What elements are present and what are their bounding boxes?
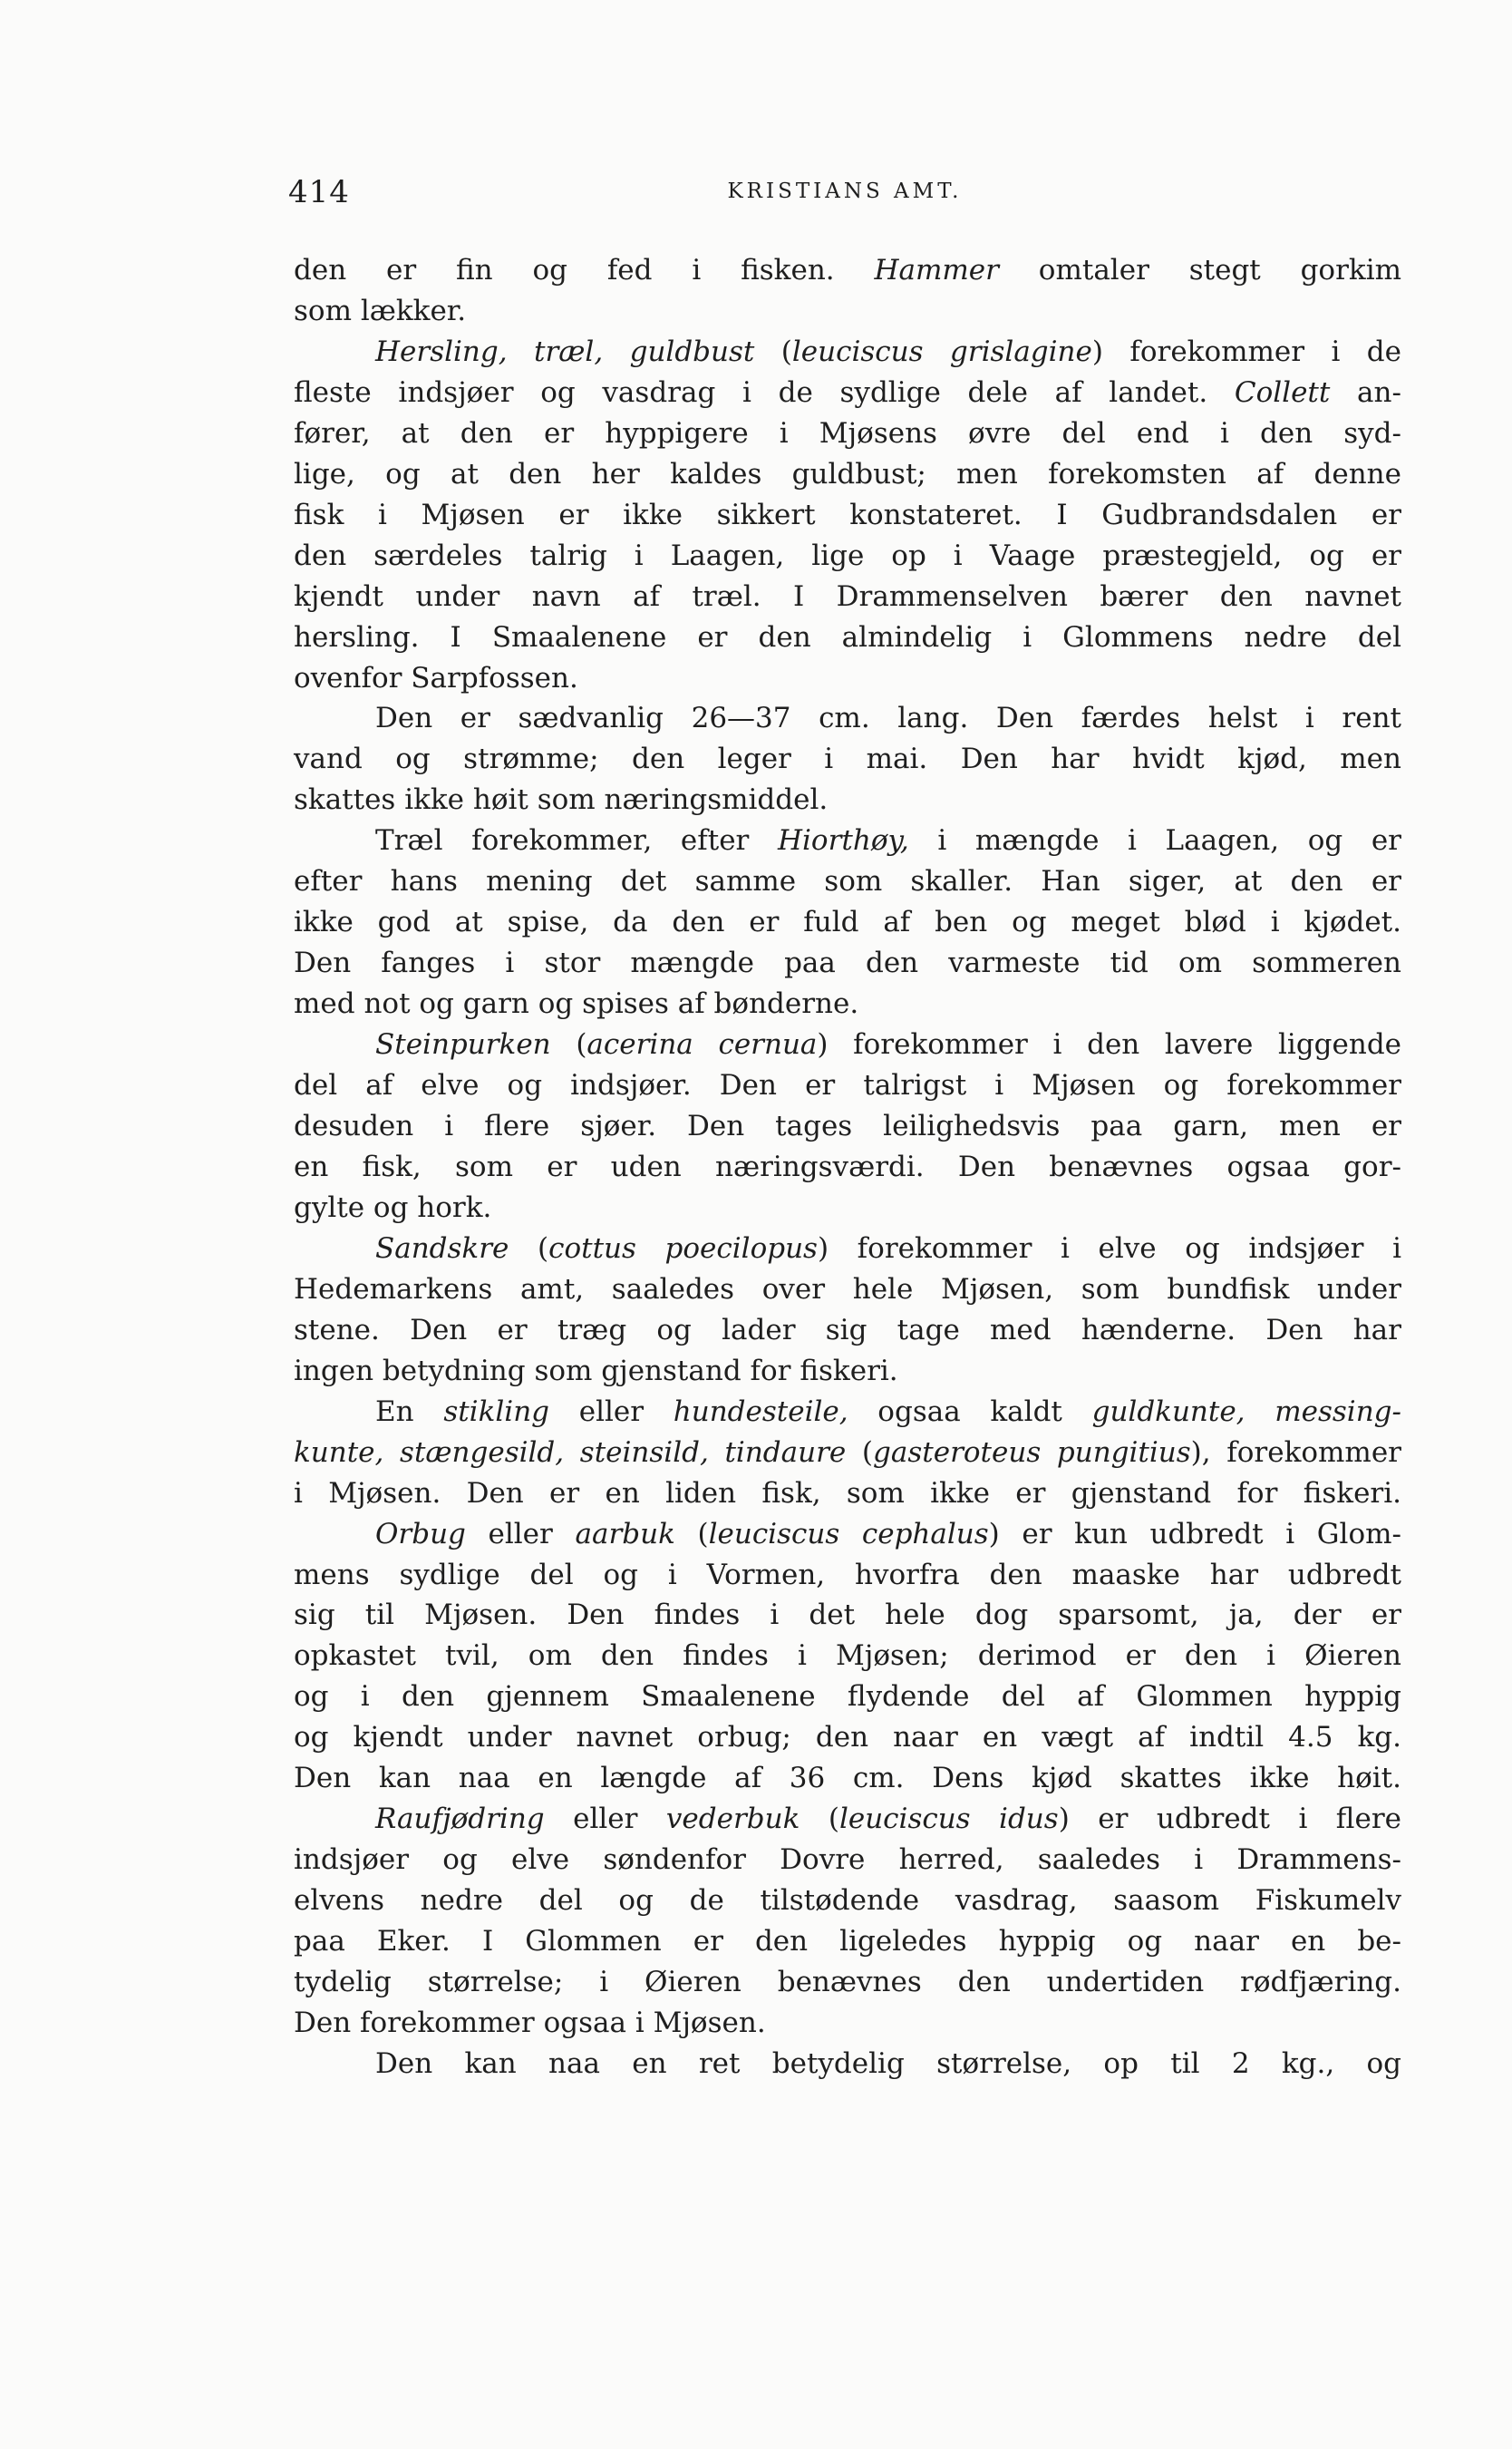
italic-term: Sandskre [375, 1231, 509, 1265]
text-line [294, 1840, 1401, 1880]
text-run: stene. Den er træg og lader sig tage med hænderne. Den har [294, 1313, 1401, 1346]
text-line [294, 373, 1401, 413]
text-run: ), forekommer [1190, 1435, 1401, 1469]
text-run: Den er sædvanlig 26—37 cm. lang. Den færdes helst i rent [375, 702, 1401, 735]
text-line [294, 658, 1401, 699]
text-run: eller [465, 1517, 576, 1550]
text-run: Hedemarkens amt, saaledes over hele Mjøsen, som bundfisk under [294, 1272, 1401, 1306]
text-run: ovenfor Sarpfossen. [294, 661, 578, 695]
text-run: og i den gjennem Smaalenene flydende del af Glommen hyppig [294, 1680, 1401, 1714]
text-line [294, 291, 1401, 332]
text-line [294, 2003, 1401, 2044]
text-run: og kjendt under navnet orbug; den naar en vægt af indtil 4.5 kg. [294, 1721, 1401, 1754]
text-run: desuden i flere sjøer. Den tages leilighedsvis paa garn, men er [294, 1110, 1401, 1143]
text-run: ) forekommer i de [1091, 335, 1402, 368]
text-run: paa Eker. I Glommen er den ligeledes hyppig og naar en be- [294, 1925, 1401, 1958]
page-number: 414 [288, 174, 350, 210]
text-run: ) er kun udbredt i Glom- [988, 1517, 1401, 1550]
text-line [294, 1799, 1401, 1840]
text-line [294, 1962, 1401, 2003]
text-line [294, 1351, 1401, 1392]
text-run: ( [846, 1435, 874, 1469]
text-line [294, 1229, 1401, 1269]
text-line [294, 1676, 1401, 1717]
text-line [294, 698, 1401, 739]
text-run: fører, at den er hyppigere i Mjøsens øvre del end i den syd- [294, 416, 1401, 450]
text-line [294, 495, 1401, 536]
italic-term: kunte, stængesild, steinsild, tindaure [294, 1435, 847, 1469]
text-line [294, 943, 1401, 984]
text-line [294, 1025, 1401, 1065]
italic-term: gasteroteus pungitius [873, 1435, 1191, 1469]
text-line [294, 1147, 1401, 1188]
text-line [294, 1595, 1401, 1636]
text-run: fisk i Mjøsen er ikke sikkert konstateret. I Gudbrandsdalen er [294, 498, 1401, 531]
text-run: hersling. I Smaalenene er den almindelig i Glommens nedre del [294, 620, 1401, 654]
text-run: eller [549, 1395, 674, 1428]
text-run: an- [1330, 375, 1401, 409]
italic-term: Orbug [375, 1517, 466, 1550]
italic-term: Collett [1234, 375, 1331, 409]
text-line [294, 739, 1401, 780]
text-line [294, 1433, 1401, 1473]
text-run: en fisk, som er uden næringsværdi. Den benævnes ogsaa gor- [294, 1150, 1401, 1183]
text-run: ( [800, 1803, 839, 1836]
text-line [294, 1392, 1401, 1433]
text-line [294, 1921, 1401, 1962]
text-run: ) er udbredt i flere [1058, 1803, 1401, 1836]
text-line [294, 780, 1401, 821]
text-line [294, 1636, 1401, 1676]
text-line [294, 1514, 1401, 1555]
text-run: i mængde i Laagen, og er [908, 824, 1401, 858]
text-run: ( [754, 335, 792, 368]
text-line [294, 1473, 1401, 1514]
italic-term: cottus poecilopus [548, 1231, 818, 1265]
text-run: vand og strømme; den leger i mai. Den har hvidt kjød, men [294, 743, 1401, 776]
text-run: Den fanges i stor mængde paa den varmeste tid om sommeren [294, 947, 1401, 980]
text-run: omtaler stegt gorkim [998, 254, 1402, 287]
text-run: indsjøer og elve søndenfor Dovre herred, saaledes i Drammens- [294, 1843, 1401, 1877]
text-run: som lækker. [294, 294, 467, 327]
text-line [294, 1065, 1401, 1106]
text-run: ogsaa kaldt [848, 1395, 1092, 1428]
text-line [294, 413, 1401, 454]
text-line [294, 332, 1401, 373]
running-title: KRISTIANS AMT. [727, 180, 963, 203]
text-run: kjendt under navn af træl. I Drammenselven bærer den navnet [294, 579, 1401, 613]
text-run: mens sydlige del og i Vormen, hvorfra den maaske har udbredt [294, 1558, 1401, 1591]
text-run: i Mjøsen. Den er en liden fisk, som ikke er gjenstand for fiskeri. [294, 1476, 1401, 1510]
text-run: lige, og at den her kaldes guldbust; men forekomsten af denne [294, 457, 1401, 491]
italic-term: leuciscus idus [838, 1803, 1059, 1836]
italic-term: leuciscus grislagine [791, 335, 1092, 368]
text-run: Den kan naa en ret betydelig størrelse, op til 2 kg., og [375, 2046, 1401, 2080]
text-run: efter hans mening det samme som skaller. Han siger, at den er [294, 865, 1401, 899]
text-line [294, 821, 1401, 861]
italic-term: Hersling, træl, guldbust [375, 335, 755, 368]
text-run: del af elve og indsjøer. Den er talrigst i Mjøsen og forekommer [294, 1069, 1401, 1103]
text-line [294, 2044, 1401, 2085]
body-text [294, 250, 1401, 2085]
text-run: eller [544, 1803, 666, 1836]
text-run: skattes ikke høit som næringsmiddel. [294, 783, 829, 817]
page-header [288, 174, 1401, 219]
italic-term: Hammer [874, 254, 999, 287]
text-run: ikke god at spise, da den er fuld af ben og meget blød i kjødet. [294, 906, 1401, 939]
text-run: den er fin og fed i fisken. [294, 254, 875, 287]
text-line [294, 577, 1401, 617]
text-line [294, 1269, 1401, 1310]
text-line [294, 454, 1401, 495]
italic-term: Raufjødring [375, 1803, 545, 1836]
text-run: ( [509, 1231, 549, 1265]
italic-term: aarbuk [575, 1517, 675, 1550]
italic-term: leuciscus cephalus [708, 1517, 989, 1550]
text-run: ) forekommer i den lavere liggende [817, 1028, 1402, 1062]
text-line [294, 1106, 1401, 1147]
text-run: gylte og hork. [294, 1190, 492, 1224]
text-line [294, 902, 1401, 943]
italic-term: guldkunte, messing- [1091, 1395, 1401, 1428]
italic-term: stikling [443, 1395, 550, 1428]
text-run: ) forekommer i elve og indsjøer i [817, 1231, 1401, 1265]
text-run: opkastet tvil, om den findes i Mjøsen; derimod er den i Øieren [294, 1639, 1401, 1673]
text-run: Træl forekommer, efter [375, 824, 778, 858]
italic-term: acerina cernua [586, 1028, 818, 1062]
text-run: Den kan naa en længde af 36 cm. Dens kjød skattes ikke høit. [294, 1762, 1401, 1795]
text-run: ingen betydning som gjenstand for fiskeri. [294, 1354, 898, 1387]
text-run: med not og garn og spises af bønderne. [294, 987, 859, 1021]
italic-term: hundesteile, [673, 1395, 848, 1428]
text-run: sig til Mjøsen. Den findes i det hele dog sparsomt, ja, der er [294, 1599, 1401, 1632]
text-run: fleste indsjøer og vasdrag i de sydlige dele af landet. [294, 375, 1235, 409]
text-line [294, 1310, 1401, 1351]
italic-term: Hiorthøy, [777, 824, 909, 858]
text-line [294, 861, 1401, 902]
text-line [294, 1880, 1401, 1921]
text-line [294, 984, 1401, 1025]
text-line [294, 1758, 1401, 1799]
text-run: ( [550, 1028, 587, 1062]
text-line [294, 1555, 1401, 1596]
text-run: tydelig størrelse; i Øieren benævnes den undertiden rødfjæring. [294, 1966, 1401, 1999]
text-run: elvens nedre del og de tilstødende vasdrag, saasom Fiskumelv [294, 1884, 1401, 1918]
text-line [294, 1188, 1401, 1229]
text-run: den særdeles talrig i Laagen, lige op i Vaage præstegjeld, og er [294, 539, 1401, 572]
text-run: Den forekommer ogsaa i Mjøsen. [294, 2006, 766, 2039]
text-line [294, 250, 1401, 291]
italic-term: vederbuk [665, 1803, 800, 1836]
text-line [294, 617, 1401, 658]
italic-term: Steinpurken [375, 1028, 551, 1062]
text-line [294, 536, 1401, 577]
text-line [294, 1717, 1401, 1758]
text-run: En [375, 1395, 444, 1428]
text-run: ( [674, 1517, 709, 1550]
